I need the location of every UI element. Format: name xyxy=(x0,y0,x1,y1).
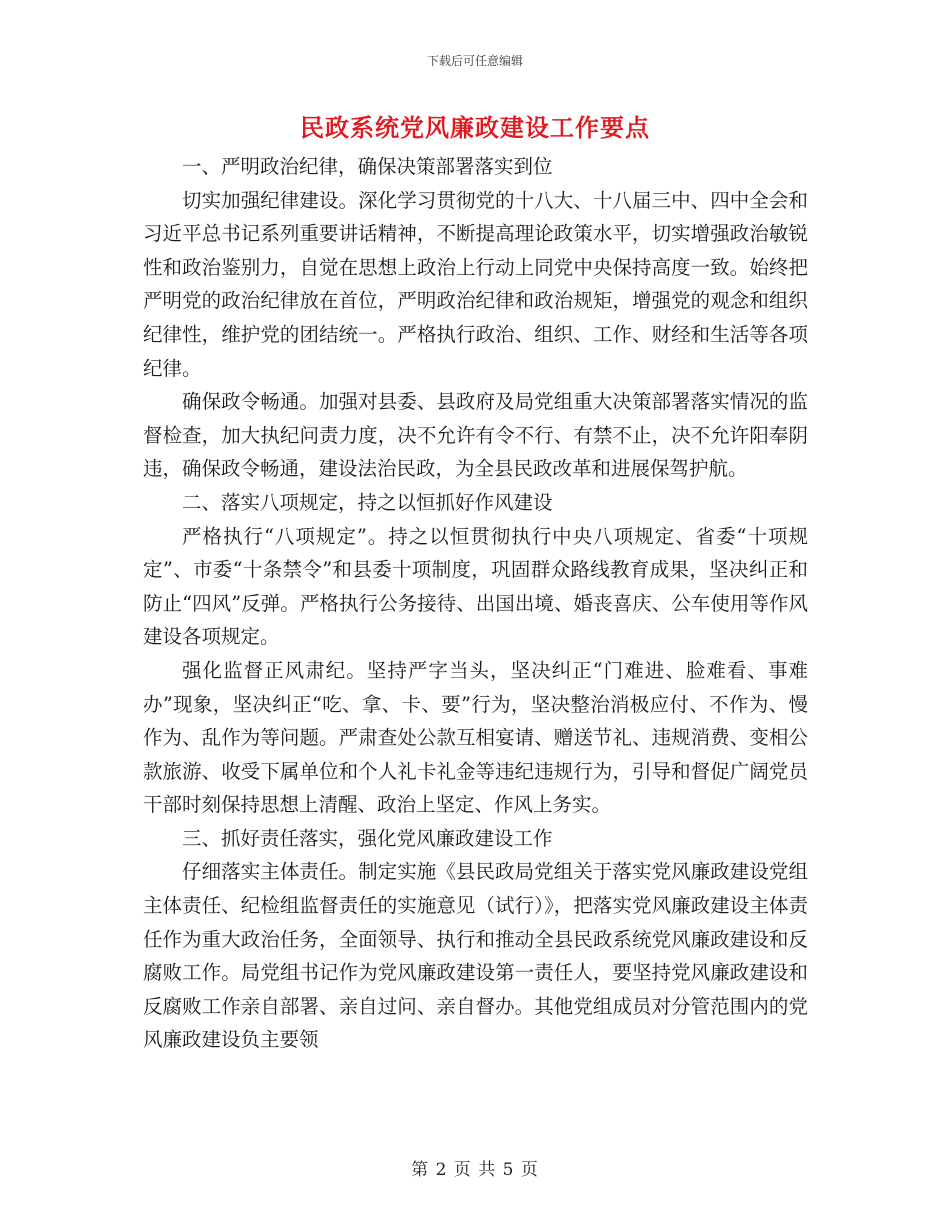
page-number-footer: 第 2 页 共 5 页 xyxy=(411,1160,539,1180)
section-heading-1: 一、严明政治纪律，确保决策部署落实到位 xyxy=(182,155,553,178)
document-body xyxy=(143,150,808,1057)
paragraph: 确保政令畅通。加强对县委、县政府及局党组重大决策部署落实情况的监督检查，加大执纪问责力度，决不允许有令不行、有禁不止，决不允许阳奉阴违，确保政令畅通，建设法治民政，为全县民政改革和进展保驾护航。 xyxy=(143,390,808,481)
paragraph: 切实加强纪律建设。深化学习贯彻党的十八大、十八届三中、四中全会和习近平总书记系列重要讲话精神，不断提高理论政策水平，切实增强政治敏锐性和政治鉴别力，自觉在思想上政治上行动上同党中央保持高度一致。始终把严明党的政治纪律放在首位，严明政治纪律和政治规矩，增强党的观念和组织纪律性，维护党的团结统一。严格执行政治、组织、工作、财经和生活等各项纪律。 xyxy=(143,188,808,380)
section-heading-2: 二、落实八项规定，持之以恒抓好作风建设 xyxy=(182,490,553,514)
paragraph: 严格执行“八项规定”。持之以恒贯彻执行中央八项规定、省委“十项规定”、市委“十条禁令”和县委十项制度，巩固群众路线教育成果，坚决纠正和防止“四风”反弹。严格执行公务接待、出国出境、婚丧喜庆、公车使用等作风建设各项规定。 xyxy=(143,524,808,649)
paragraph: 强化监督正风肃纪。坚持严字当头，坚决纠正“门难进、脸难看、事难办”现象，坚决纠正“吃、拿、卡、要”行为，坚决整治消极应付、不作为、慢作为、乱作为等问题。严肃查处公款互相宴请、赠送节礼、违规消费、变相公款旅游、收受下属单位和个人礼卡礼金等违纪违规行为，引导和督促广阔党员干部时刻保持思想上清醒、政治上坚定、作风上务实。 xyxy=(143,658,808,817)
header-note: 下载后可任意编辑 xyxy=(426,54,523,68)
section-heading-3: 三、抓好责任落实，强化党风廉政建设工作 xyxy=(182,826,553,850)
paragraph: 仔细落实主体责任。制定实施《县民政局党组关于落实党风廉政建设党组主体责任、纪检组监督责任的实施意见（试行）》，把落实党风廉政建设主体责任作为重大政治任务，全面领导、执行和推动全县民政系统党风廉政建设和反腐败工作。局党组书记作为党风廉政建设第一责任人，要坚持党风廉政建设和反腐败工作亲自部署、亲自过问、亲自督办。其他党组成员对分管范围内的党风廉政建设负主要领 xyxy=(143,860,808,1052)
document-title: 民政系统党风廉政建设工作要点 xyxy=(300,113,650,142)
